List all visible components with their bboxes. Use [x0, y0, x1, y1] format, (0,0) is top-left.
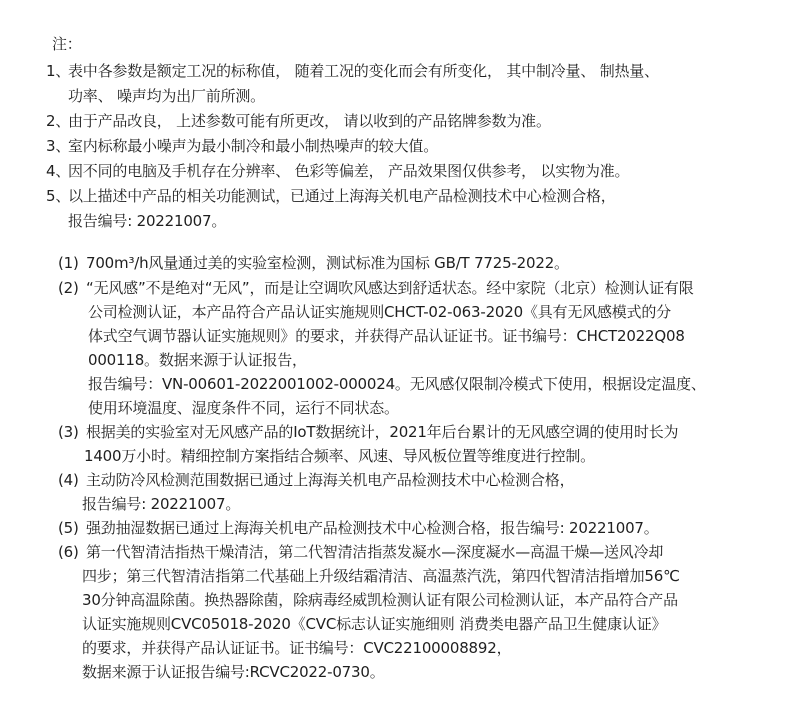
footnote-text-line: 认证实施规则CVC05018-2020《CVC标志认证实施细则 消费类电器产品卫生健康认证》 — [82, 615, 667, 633]
footnote-text-line: 第一代智清洁指热干燥清洁，第二代智清洁指蒸发凝水—深度凝水—高温干燥—送风冷却 — [86, 543, 664, 561]
note-number: 1、 — [46, 62, 71, 80]
note-number: 3、 — [46, 137, 71, 155]
footnote-text-line: 1400万小时。精细控制方案指结合频率、风速、导风板位置等维度进行控制。 — [84, 447, 595, 465]
footnote-text-line: “无风感”不是绝对“无风”，而是让空调吹风感达到舒适状态。经中家院（北京）检测认证有限 — [86, 279, 694, 297]
note-text-line: 表中各参数是额定工况的标称值， 随着工况的变化而会有所变化， 其中制冷量、 制热量、 — [68, 62, 659, 80]
footnote-text-line: 700m³/h风量通过美的实验室检测，测试标准为国标 GB/T 7725-2022。 — [86, 254, 569, 272]
note-text-line: 由于产品改良， 上述参数可能有所更改， 请以收到的产品铭牌参数为准。 — [68, 112, 551, 130]
footnote-text-line: 使用环境温度、湿度条件不同，运行不同状态。 — [88, 399, 399, 417]
footnote-number: (1) — [58, 254, 79, 272]
footnote-text-line: 体式空气调节器认证实施规则》的要求，并获得产品认证证书。证书编号：CHCT2022Q08 — [88, 327, 685, 345]
footnote-number: (5) — [58, 519, 79, 537]
footnote-number: (4) — [58, 471, 79, 489]
footnote-text-line: 主动防冷风检测范围数据已通过上海海关机电产品检测技术中心检测合格， — [86, 471, 575, 489]
footnote-text-line: 公司检测认证，本产品符合产品认证实施规则CHCT-02-063-2020《具有无风感模式的分 — [88, 303, 671, 321]
footnote-text-line: 数据来源于认证报告编号:RCVC2022-0730。 — [82, 663, 385, 681]
footnote-text-line: 根据美的实验室对无风感产品的IoT数据统计，2021年后台累计的无风感空调的使用时长为 — [86, 423, 679, 441]
note-number: 2、 — [46, 112, 71, 130]
footnote-number: (6) — [58, 543, 79, 561]
note-text-line: 室内标称最小噪声为最小制冷和最小制热噪声的较大值。 — [68, 137, 439, 155]
note-text-line: 因不同的电脑及手机存在分辨率、 色彩等偏差， 产品效果图仅供参考， 以实物为准。 — [68, 162, 630, 180]
note-number: 5、 — [46, 187, 71, 205]
note-text-line: 功率、 噪声均为出厂前所测。 — [68, 87, 265, 105]
notes-header: 注： — [52, 35, 82, 53]
footnote-text-line: 四步；第三代智清洁指第二代基础上升级结霜清洁、高温蒸汽洗，第四代智清洁指增加56℃ — [82, 567, 680, 585]
footnote-text-line: 000118。数据来源于认证报告， — [88, 351, 307, 369]
note-text-line: 以上描述中产品的相关功能测试，已通过上海海关机电产品检测技术中心检测合格， — [68, 187, 616, 205]
footnote-text-line: 的要求，并获得产品认证证书。证书编号：CVC22100008892， — [82, 639, 512, 657]
note-number: 4、 — [46, 162, 71, 180]
note-text-line: 报告编号: 20221007。 — [68, 212, 227, 230]
footnote-text-line: 报告编号：VN-00601-2022001002-000024。无风感仅限制冷模式下使用，根据设定温度、 — [88, 375, 706, 393]
footnote-text-line: 强劲抽湿数据已通过上海海关机电产品检测技术中心检测合格，报告编号: 20221007。 — [86, 519, 659, 537]
footnote-number: (3) — [58, 423, 79, 441]
footnote-text-line: 30分钟高温除菌。换热器除菌，除病毒经威凯检测认证有限公司检测认证，本产品符合产品 — [82, 591, 678, 609]
footnote-text-line: 报告编号: 20221007。 — [82, 495, 241, 513]
footnote-number: (2) — [58, 279, 79, 297]
